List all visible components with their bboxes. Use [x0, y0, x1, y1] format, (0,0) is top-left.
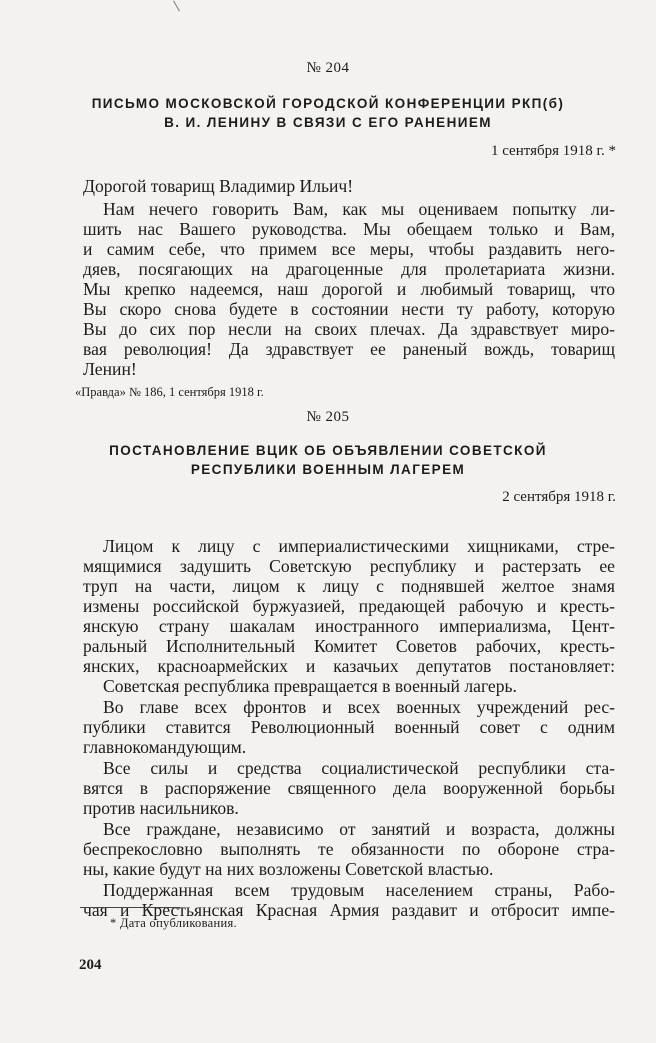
doc205-line-1: Лицом к лицу с империалистическими хищниками, стре-	[103, 536, 615, 556]
doc205-line-12: Все силы и средства социалистической республики ста-	[103, 758, 615, 778]
doc204-title-line-1: ПИСЬМО МОСКОВСКОЙ ГОРОДСКОЙ КОНФЕРЕНЦИИ РКП(б)	[91, 96, 565, 111]
doc205-number: № 205	[306, 409, 350, 425]
doc204-line-6: Вы скоро снова будете в состоянии нести ту работу, которую	[83, 299, 615, 319]
doc205-line-17: ны, какие будут на них возложены Советской властью.	[83, 859, 494, 879]
doc205-line-14: против насильников.	[83, 798, 239, 818]
doc204-number: № 204	[306, 60, 350, 76]
doc204-salutation: Дорогой товарищ Владимир Ильич!	[83, 176, 354, 196]
page-number: 204	[79, 957, 102, 973]
doc205-title-line-1: ПОСТАНОВЛЕНИЕ ВЦИК ОБ ОБЪЯВЛЕНИИ СОВЕТСКОЙ	[109, 443, 547, 458]
doc205-date: 2 сентября 1918 г.	[502, 489, 616, 505]
doc204-line-5: Мы крепко надеемся, наш дорогой и любимый товарищ, что	[83, 279, 615, 299]
doc205-line-11: главнокомандующим.	[83, 737, 247, 757]
doc205-line-7: янских, красноармейских и казачьих депутатов постановляет:	[83, 656, 615, 676]
doc205-line-16: беспрекословно выполнять те обязанности по обороне стра-	[83, 839, 615, 859]
doc205-line-2: мящимися задушить Советскую республику и растерзать ее	[83, 556, 615, 576]
doc204-line-3: и самим себе, что примем все меры, чтобы раздавить него-	[83, 239, 615, 259]
doc205-line-6: ральный Исполнительный Комитет Советов рабочих, кресть-	[83, 636, 615, 656]
doc204-line-1: Нам нечего говорить Вам, как мы оцениваем попытку ли-	[103, 199, 615, 219]
doc205-line-8: Советская республика превращается в военный лагерь.	[103, 676, 517, 696]
doc205-line-5: янскую страну шакалам иностранного империализма, Цент-	[83, 616, 615, 636]
doc204-line-4: дяев, посягающих на драгоценные для пролетариата жизни.	[83, 259, 615, 279]
doc205-line-19: чая и Крестьянская Красная Армия раздавит и отбросит импе-	[83, 900, 615, 920]
doc204-line-8: вая революция! Да здравствует ее раненый вождь, товарищ	[83, 339, 615, 359]
doc204-line-2: шить нас Вашего руководства. Мы обещаем только и Вам,	[83, 219, 615, 239]
doc205-line-9: Во главе всех фронтов и всех военных учреждений рес-	[103, 697, 615, 717]
footnote-rule	[80, 907, 180, 908]
doc205-line-10: публики ставится Революционный военный совет с одним	[83, 717, 615, 737]
scan-mark	[173, 1, 180, 12]
doc204-source: «Правда» № 186, 1 сентября 1918 г.	[75, 385, 264, 399]
doc204-title-line-2: В. И. ЛЕНИНУ В СВЯЗИ С ЕГО РАНЕНИЕМ	[164, 115, 492, 130]
doc204-date: 1 сентября 1918 г. *	[490, 143, 616, 159]
doc205-line-4: измены российской буржуазией, предающей рабочую и кресть-	[83, 596, 615, 616]
doc205-title-line-2: РЕСПУБЛИКИ ВОЕННЫМ ЛАГЕРЕМ	[190, 462, 466, 477]
doc204-line-9: Ленин!	[83, 359, 137, 379]
doc205-line-3: труп на части, лицом к лицу с поднявшей желтое знамя	[83, 576, 615, 596]
doc205-line-15: Все граждане, независимо от занятий и возраста, должны	[103, 819, 615, 839]
doc205-line-13: вятся в распоряжение священного дела вооруженной борьбы	[83, 778, 615, 798]
footnote: * Дата опубликования.	[110, 916, 237, 930]
doc205-line-18: Поддержанная всем трудовым населением страны, Рабо-	[103, 880, 615, 900]
doc204-line-7: Вы до сих пор несли на своих плечах. Да здравствует миро-	[83, 319, 615, 339]
